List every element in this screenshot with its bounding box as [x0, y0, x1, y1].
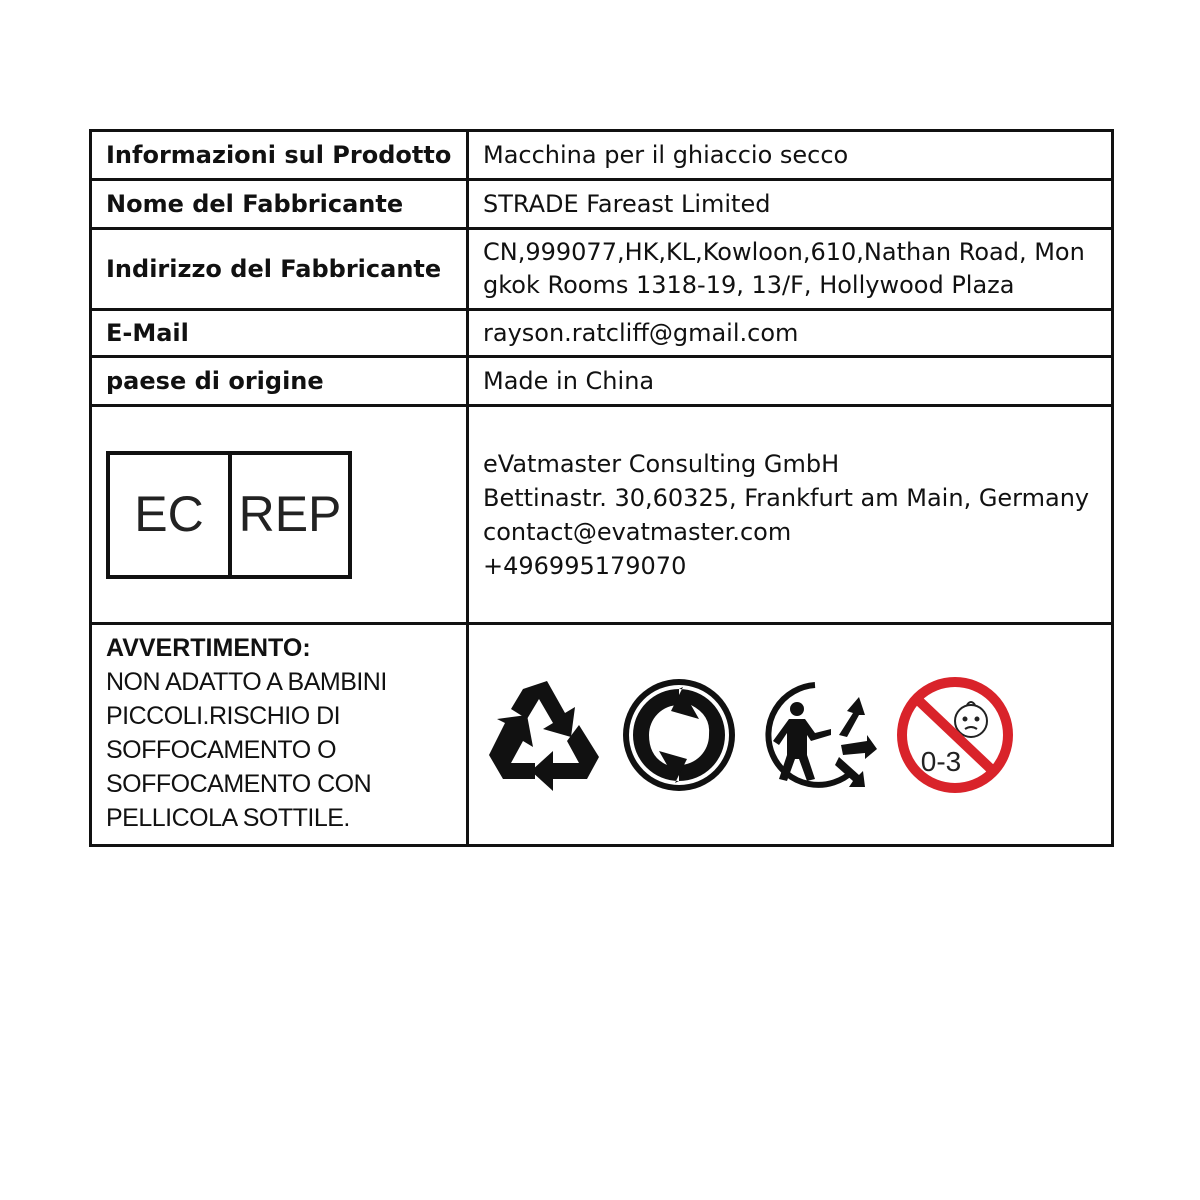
table-row-manufacturer — [91, 180, 1113, 229]
triman-icon — [755, 675, 879, 795]
label-product: Informazioni sul Prodotto — [91, 131, 468, 180]
value-address — [468, 229, 1113, 310]
recycle-icon — [483, 675, 603, 795]
label-origin: paese di origine — [91, 357, 468, 406]
not-for-children-icon — [895, 675, 1015, 795]
symbols-row — [483, 675, 1097, 795]
value-email: rayson.ratcliff@gmail.com — [468, 310, 1113, 357]
warning-line: SOFFOCAMENTO O — [106, 736, 337, 764]
table-row-ec-rep — [91, 406, 1113, 624]
ec-rep-symbol-ec: EC — [110, 455, 232, 575]
label-email: E-Mail — [91, 310, 468, 357]
table-row-warning — [91, 624, 1113, 846]
ec-rep-address: Bettinastr. 30,60325, Frankfurt am Main, Germany — [483, 483, 1090, 512]
ec-rep-symbol — [106, 451, 352, 579]
ec-rep-phone: +496995179070 — [483, 551, 687, 580]
warning-line: NON ADATTO A BAMBINI — [106, 668, 387, 696]
green-dot-icon — [619, 675, 739, 795]
value-origin: Made in China — [468, 357, 1113, 406]
ec-rep-email: contact@evatmaster.com — [483, 517, 792, 546]
table-row-product — [91, 131, 1113, 180]
value-product: Macchina per il ghiaccio secco — [468, 131, 1113, 180]
address-line-1: CN,999077,HK,KL,Kowloon,610,Nathan Road, Mon — [483, 238, 1085, 266]
ec-rep-details — [468, 406, 1113, 624]
value-manufacturer: STRADE Fareast Limited — [468, 180, 1113, 229]
warning-line: PELLICOLA SOTTILE. — [106, 804, 350, 832]
warning-cell — [91, 624, 468, 846]
age-range-label: 0-3 — [920, 745, 962, 777]
table-row-email — [91, 310, 1113, 357]
label-address: Indirizzo del Fabbricante — [91, 229, 468, 310]
label-manufacturer: Nome del Fabbricante — [91, 180, 468, 229]
symbols-cell — [468, 624, 1113, 846]
table-row-address — [91, 229, 1113, 310]
table-row-origin — [91, 357, 1113, 406]
warning-line: SOFFOCAMENTO CON — [106, 770, 372, 798]
ec-rep-symbol-cell — [91, 406, 468, 624]
ec-rep-symbol-rep: REP — [238, 486, 342, 542]
ec-rep-company: eVatmaster Consulting GmbH — [483, 449, 840, 478]
address-line-2: gkok Rooms 1318-19, 13/F, Hollywood Plaza — [483, 271, 1015, 299]
warning-line: PICCOLI.RISCHIO DI — [106, 702, 341, 730]
product-info-table — [89, 129, 1114, 847]
warning-title: AVVERTIMENTO: — [106, 634, 311, 662]
